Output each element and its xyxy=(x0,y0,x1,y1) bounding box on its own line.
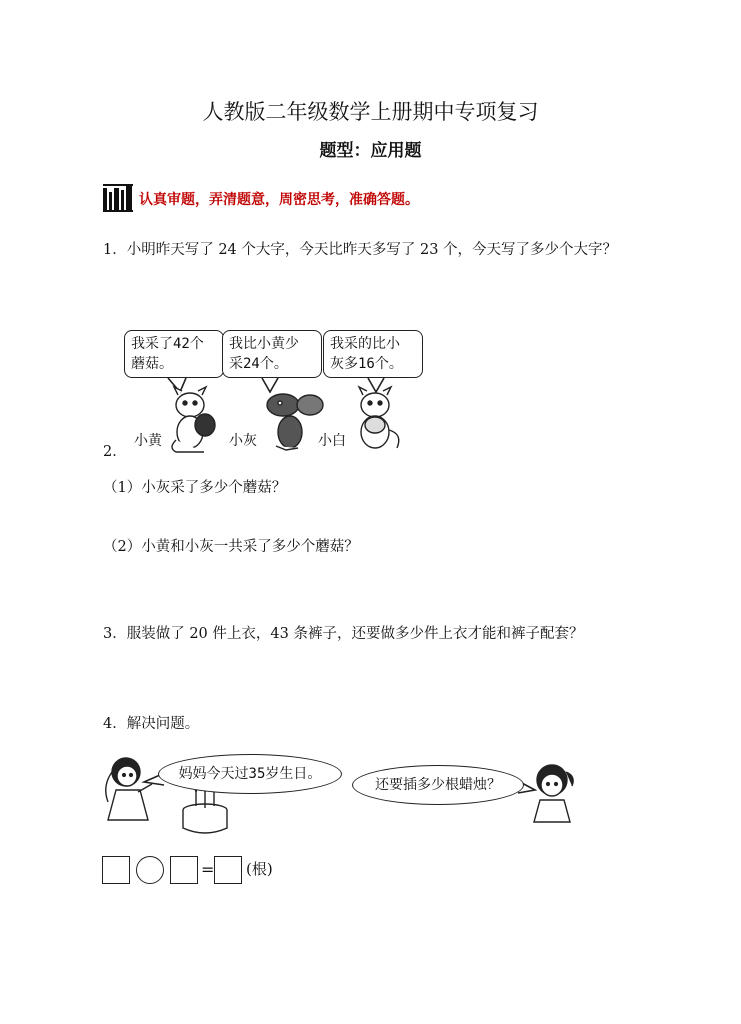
question-type-subtitle: 题型：应用题 xyxy=(319,141,422,161)
bubble-line: 我采了42个 xyxy=(131,336,204,352)
bubble-line: 灰多16个。 xyxy=(330,356,403,372)
unit-label: (根) xyxy=(246,860,273,878)
name-xiaohui: 小灰 xyxy=(229,433,257,449)
girl-right-figure xyxy=(534,765,573,822)
question-2-part-1: （1）小灰采了多少个蘑菇？ xyxy=(103,480,287,496)
page-title: 人教版二年级数学上册期中专项复习 xyxy=(202,100,539,124)
question-2-part-2: （2）小黄和小灰一共采了多少个蘑菇？ xyxy=(103,539,359,555)
answer-box-result[interactable] xyxy=(214,856,242,884)
question-4: 4．解决问题。 xyxy=(103,716,200,732)
tip-text: 认真审题，弄清题意，周密思考，准确答题。 xyxy=(139,192,419,208)
answer-box-2[interactable] xyxy=(170,856,198,884)
equals-sign: = xyxy=(201,860,215,879)
speech-bubble-candles: 还要插多少根蜡烛？ xyxy=(352,765,524,805)
question-1: 1．小明昨天写了 24 个大字，今天比昨天多写了 23 个，今天写了多少个大字？ xyxy=(103,242,618,258)
question-3: 3．服装做了 20 件上衣，43 条裤子，还要做多少件上衣才能和裤子配套？ xyxy=(103,626,584,642)
bubble-line: 蘑菇。 xyxy=(131,356,173,372)
question-2-number: 2． xyxy=(103,444,127,460)
bubble-line: 我采的比小 xyxy=(330,336,400,352)
name-xiaobai: 小白 xyxy=(318,433,346,449)
answer-box-1[interactable] xyxy=(102,856,130,884)
operator-circle[interactable] xyxy=(136,856,164,884)
name-xiaohuang: 小黄 xyxy=(134,433,162,449)
speech-bubble-mom-birthday: 妈妈今天过35岁生日。 xyxy=(158,754,342,794)
girl-left-figure xyxy=(106,758,152,820)
bubble-line: 采24个。 xyxy=(229,356,288,372)
bubble-line: 我比小黄少 xyxy=(229,336,299,352)
